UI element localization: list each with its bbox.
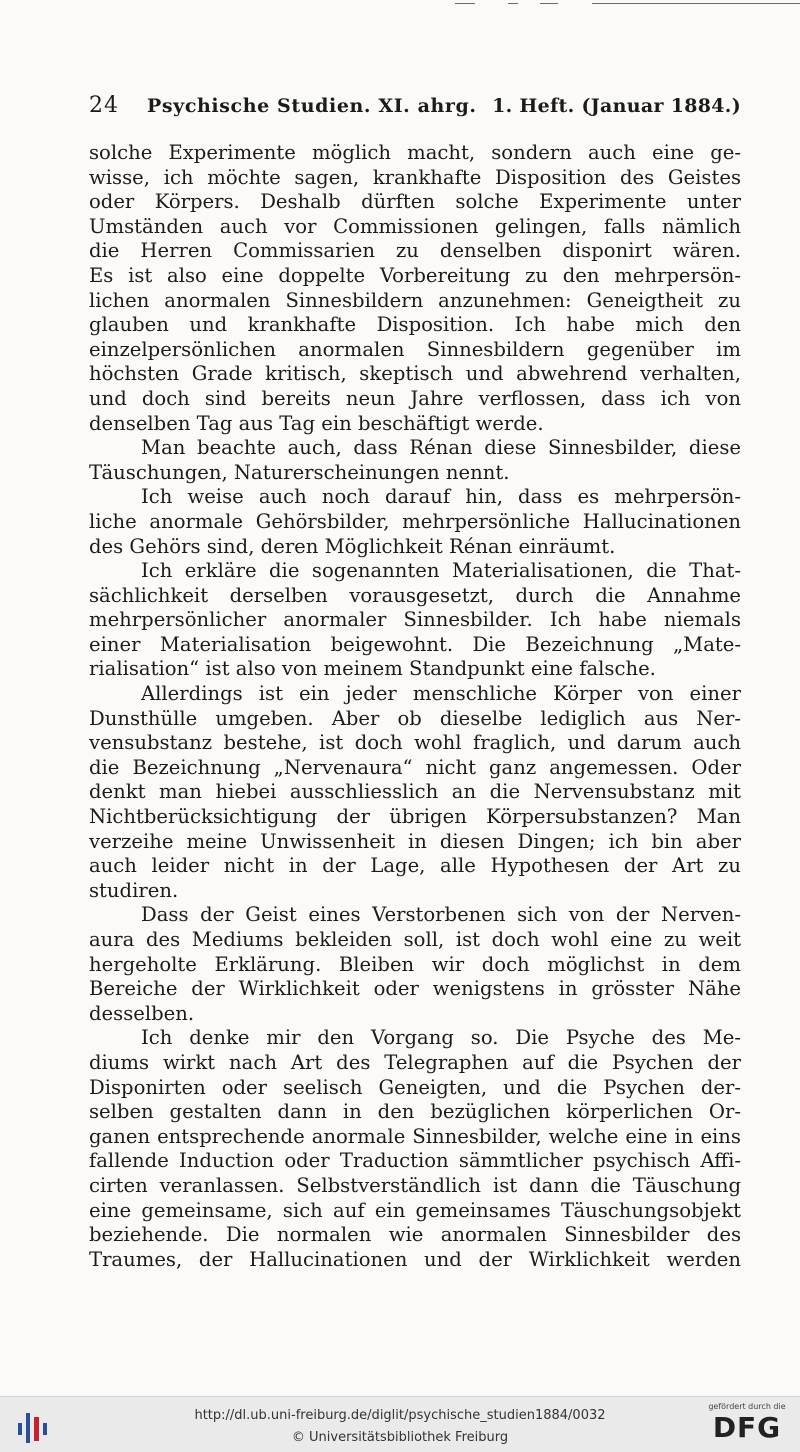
- text-line: glauben und krankhafte Disposition. Ich habe mich den: [89, 313, 741, 337]
- text-line: denselben Tag aus Tag ein beschäftigt werde.: [89, 411, 544, 435]
- text-line: verzeihe meine Unwissenheit in diesen Dingen; ich bin aber: [89, 829, 741, 853]
- permalink-url[interactable]: http://dl.ub.uni-freiburg.de/diglit/psychische_studien1884/0032: [194, 1408, 606, 1423]
- text-line: wisse, ich möchte sagen, krankhafte Disposition des Geistes: [89, 165, 741, 189]
- running-title: Psychische Studien. XI. ahrg.: [147, 95, 477, 117]
- copyright-notice: © Universitätsbibliothek Freiburg: [291, 1430, 509, 1445]
- top-edge-rules: [0, 0, 800, 8]
- text-line: Umständen auch vor Commissionen gelingen, falls nämlich: [89, 214, 741, 238]
- text-line: studiren.: [89, 878, 179, 902]
- dfg-funding-note: gefördert durch die: [708, 1402, 786, 1411]
- text-line: denkt man hiebei ausschliesslich an die Nervensubstanz mit: [89, 780, 741, 804]
- text-line: einer Materialisation beigewohnt. Die Bezeichnung „Mate-: [89, 632, 741, 656]
- dfg-logo: DFG: [712, 1411, 782, 1444]
- text-line: beziehende. Die normalen wie anormalen Sinnesbilder des: [89, 1223, 741, 1247]
- text-line: ganen entsprechende anormale Sinnesbilder, welche eine in eins: [89, 1124, 741, 1148]
- text-line: Dass der Geist eines Verstorbenen sich von der Nerven-: [141, 903, 741, 927]
- text-line: und doch sind bereits neun Jahre verflossen, dass ich von: [89, 386, 741, 410]
- text-line: lichen anormalen Sinnesbildern anzunehmen: Geneigtheit zu: [89, 288, 741, 312]
- text-line: cirten veranlassen. Selbstverständlich ist dann die Täuschung: [89, 1173, 741, 1197]
- text-line: die Herren Commissarien zu denselben disponirt wären.: [89, 239, 741, 263]
- text-line: Disponirten oder seelisch Geneigten, und die Psychen der-: [89, 1075, 741, 1099]
- text-line: vensubstanz bestehe, ist doch wohl fraglich, und darum auch: [89, 731, 741, 755]
- text-line: rialisation“ ist also von meinem Standpunkt eine falsche.: [89, 657, 656, 681]
- text-line: Bereiche der Wirklichkeit oder wenigstens in grösster Nähe: [89, 977, 741, 1001]
- text-line: Ich denke mir den Vorgang so. Die Psyche des Me-: [141, 1026, 741, 1050]
- text-line: aura des Mediums bekleiden soll, ist doch wohl eine zu weit: [89, 928, 741, 951]
- text-line: oder Körpers. Deshalb dürften solche Experimente unter: [89, 190, 741, 214]
- text-line: Allerdings ist ein jeder menschliche Körper von einer: [141, 682, 741, 706]
- page-header: [89, 88, 741, 124]
- text-line: Man beachte auch, dass Rénan diese Sinnesbilder, diese: [141, 436, 741, 460]
- text-line: einzelpersönlichen anormalen Sinnesbildern gegenüber im: [89, 337, 741, 361]
- text-line: Täuschungen, Naturerscheinungen nennt.: [89, 460, 510, 484]
- text-line: die Bezeichnung „Nervenaura“ nicht ganz angemessen. Oder: [89, 755, 741, 779]
- text-line: solche Experimente möglich macht, sondern auch eine ge-: [89, 141, 741, 164]
- text-line: hergeholte Erklärung. Bleiben wir doch möglichst in dem: [89, 952, 741, 976]
- issue-info: 1. Heft. (Januar 1884.): [492, 95, 741, 117]
- text-line: Traumes, der Hallucinationen und der Wirklichkeit werden: [89, 1247, 741, 1271]
- text-line: höchsten Grade kritisch, skeptisch und abwehrend verhalten,: [89, 362, 741, 386]
- text-line: selben gestalten dann in den bezüglichen körperlichen Or-: [89, 1100, 741, 1124]
- text-line: desselben.: [89, 1001, 195, 1025]
- text-line: des Gehörs sind, deren Möglichkeit Rénan einräumt.: [89, 534, 616, 558]
- text-line: fallende Induction oder Traduction sämmtlicher psychisch Affi-: [89, 1149, 741, 1173]
- page-number: 24: [89, 93, 119, 118]
- text-line: sächlichkeit derselben vorausgesetzt, durch die Annahme: [89, 583, 741, 607]
- text-line: Dunsthülle umgeben. Aber ob dieselbe lediglich aus Ner-: [89, 706, 741, 730]
- body-text: [89, 141, 741, 1272]
- text-line: diums wirkt nach Art des Telegraphen auf die Psychen der: [89, 1050, 741, 1074]
- text-line: eine gemeinsame, sich auf ein gemeinsames Täuschungsobjekt: [89, 1198, 741, 1222]
- text-line: Es ist also eine doppelte Vorbereitung zu den mehrpersön-: [89, 263, 741, 287]
- text-line: auch leider nicht in der Lage, alle Hypothesen der Art zu: [89, 854, 741, 878]
- text-line: Ich weise auch noch darauf hin, dass es mehrpersön-: [141, 485, 741, 509]
- viewer-footer: [0, 1396, 800, 1452]
- text-line: Ich erkläre die sogenannten Materialisationen, die That-: [141, 559, 741, 583]
- text-line: Nichtberücksichtigung der übrigen Körpersubstanzen? Man: [89, 805, 741, 829]
- text-line: liche anormale Gehörsbilder, mehrpersönliche Hallucinationen: [89, 509, 741, 533]
- text-line: mehrpersönlicher anormaler Sinnesbilder. Ich habe niemals: [89, 608, 741, 632]
